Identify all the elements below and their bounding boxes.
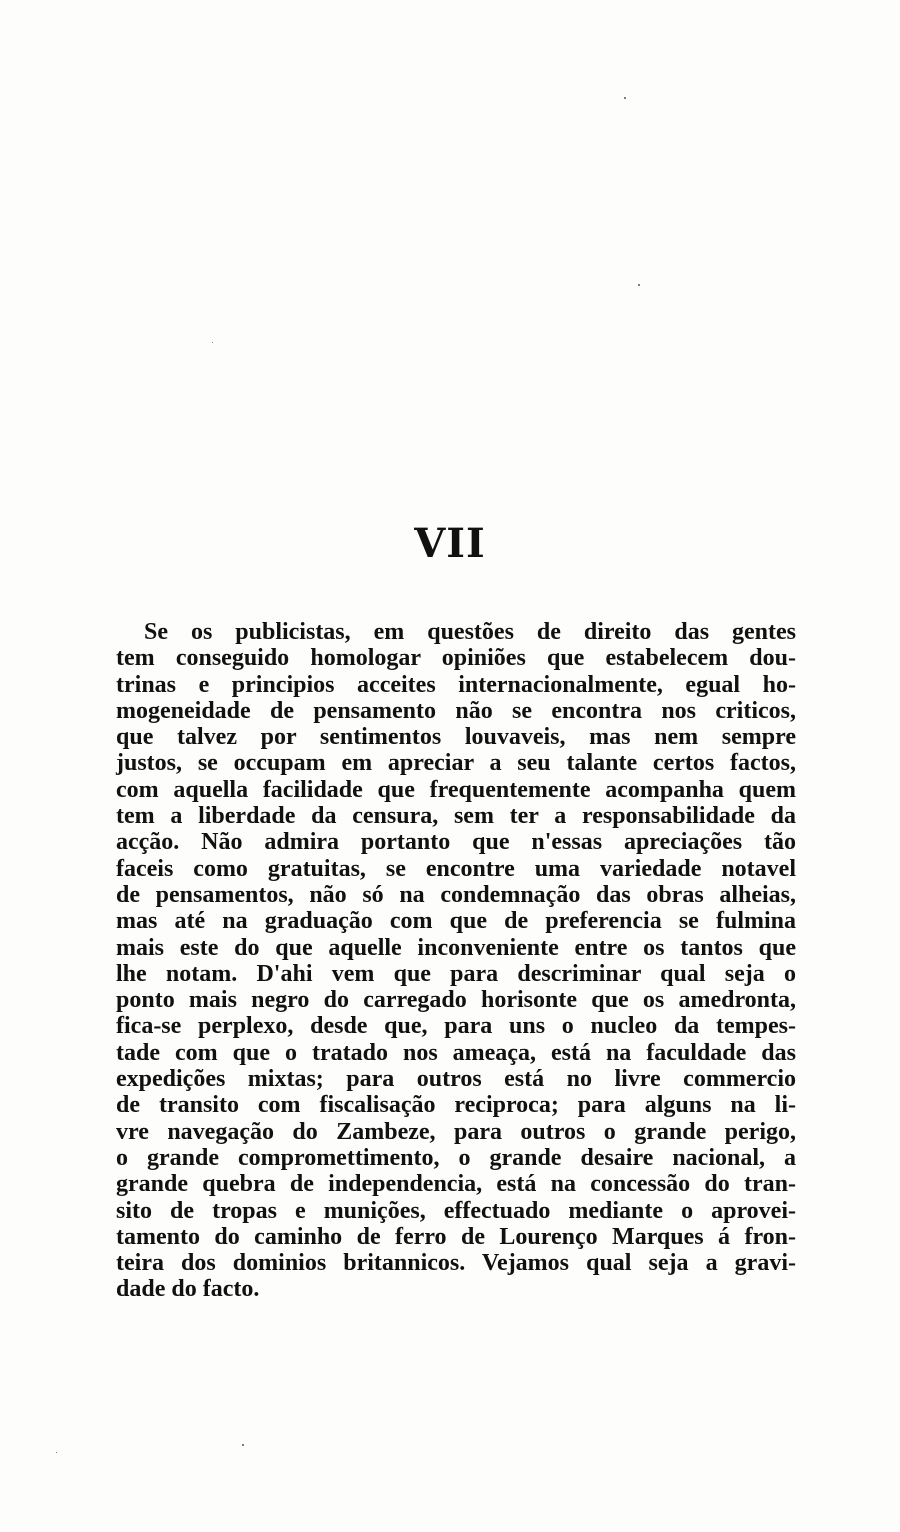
text-line: lhe notam. D'ahi vem que para descriminar qual seja o [116,960,796,987]
body-paragraph [116,619,796,1303]
text-line: mais este do que aquelle inconveniente entre os tantos que [116,934,796,961]
ink-speck [212,342,213,343]
text-line: ponto mais negro do carregado horisonte que os amedronta, [116,987,796,1014]
text-line: tem conseguido homologar opiniões que estabelecem dou- [116,645,796,672]
text-line: vre navegação do Zambeze, para outros o grande perigo, [116,1118,796,1145]
ink-speck [56,1452,57,1453]
text-line: justos, se occupam em apreciar a seu talante certos factos, [116,750,796,777]
text-line: mogeneidade de pensamento não se encontra nos criticos, [116,697,796,724]
text-line: acção. Não admira portanto que n'essas apreciações tão [116,829,796,856]
text-line: de transito com fiscalisação reciproca; para alguns na li- [116,1092,796,1119]
ink-speck [624,97,626,99]
text-line: tade com que o tratado nos ameaça, está na faculdade das [116,1039,796,1066]
text-line: Se os publicistas, em questões de direito das gentes [144,619,796,645]
text-line: teira dos dominios britannicos. Vejamos qual seja a gravi- [116,1250,796,1277]
text-line: tem a liberdade da censura, sem ter a responsabilidade da [116,803,796,830]
text-line: mas até na graduação com que de preferencia se fulmina [116,908,796,935]
text-line: tamento do caminho de ferro de Lourenço Marques á fron- [116,1223,796,1250]
text-line: fica-se perplexo, desde que, para uns o nucleo da tempes- [116,1013,796,1040]
text-line: o grande compromettimento, o grande desaire nacional, a [116,1144,796,1171]
text-line: com aquella facilidade que frequentemente acompanha quem [116,776,796,803]
text-line: trinas e principios acceites internacionalmente, egual ho- [116,671,796,698]
text-line: que talvez por sentimentos louvaveis, mas nem sempre [116,724,796,751]
text-line: grande quebra de independencia, está na concessão do tran- [116,1171,796,1198]
text-line: faceis como gratuitas, se encontre uma variedade notavel [116,855,796,882]
text-line: sito de tropas e munições, effectuado mediante o aprovei- [116,1197,796,1224]
text-line: de pensamentos, não só na condemnação das obras alheias, [116,881,796,908]
text-line: expedições mixtas; para outros está no livre commercio [116,1066,796,1093]
ink-speck [242,1444,244,1446]
ink-speck [638,284,640,286]
text-line: dade do facto. [116,1276,260,1303]
chapter-heading: VII [414,520,486,567]
